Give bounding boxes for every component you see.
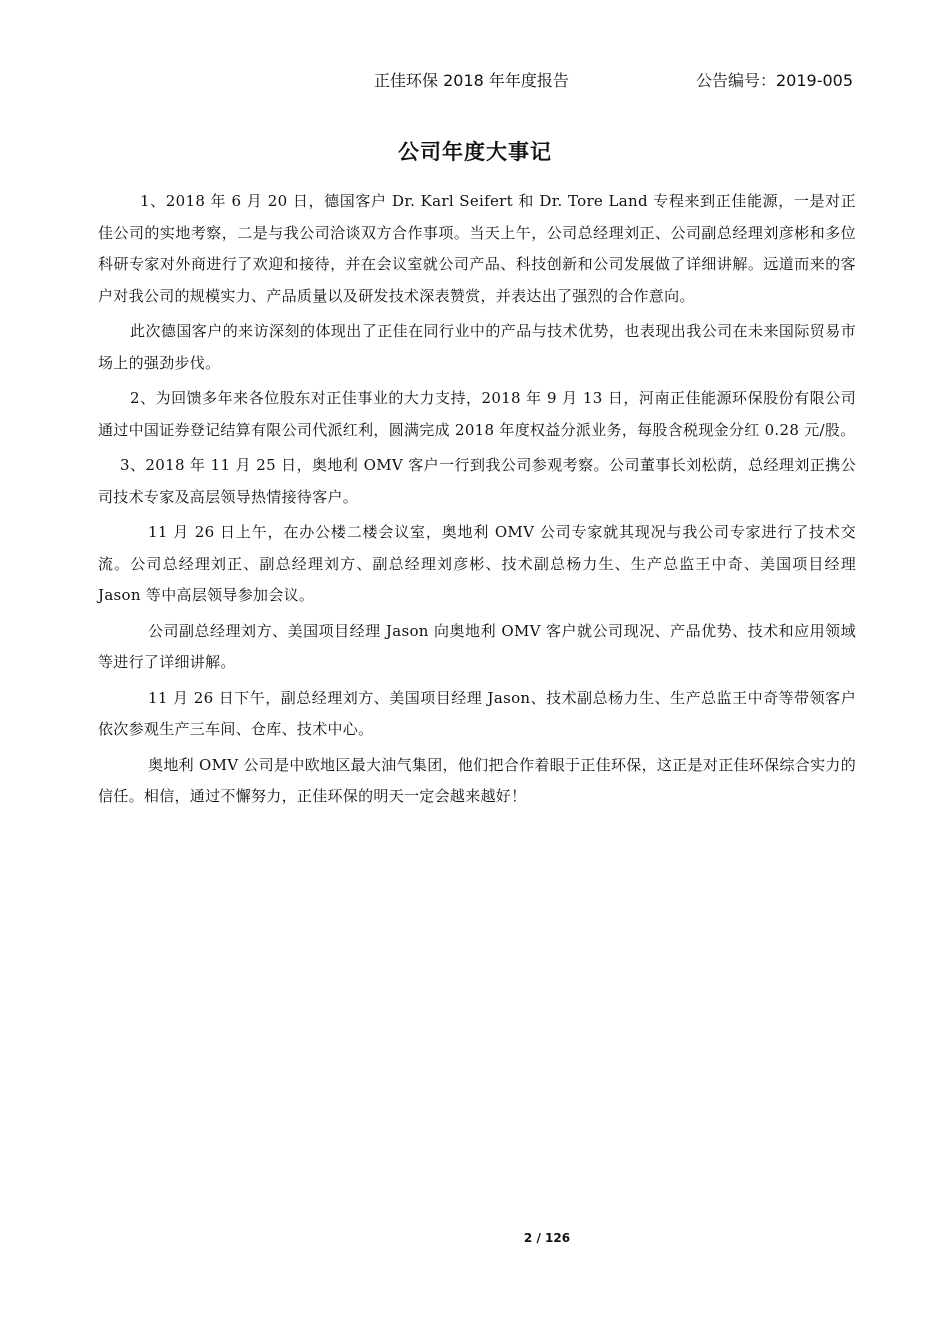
paragraph-dividend: 2、为回馈多年来各位股东对正佳事业的大力支持，2018 年 9 月 13 日，河南正佳能源环保股份有限公司通过中国证券登记结算有限公司代派红利，圆满完成 2018 年度权益分派业务，每股含税现金分红 0.28 元/股。: [98, 389, 856, 439]
paragraph-omv-conclusion: 奥地利 OMV 公司是中欧地区最大油气集团，他们把合作着眼于正佳环保，这正是对正佳环保综合实力的信任。相信，通过不懈努力，正佳环保的明天一定会越来越好！: [98, 755, 856, 805]
paragraph-german-visit-significance: 此次德国客户的来访深刻的体现出了正佳在同行业中的产品与技术优势，也表现出我公司在未来国际贸易市场上的强劲步伐。: [98, 322, 856, 372]
paragraph-omv-afternoon-tour: 11 月 26 日下午，副总经理刘方、美国项目经理 Jason、技术副总杨力生、生产总监王中奇等带领客户依次参观生产三车间、仓库、技术中心。: [98, 688, 856, 738]
announcement-number: 公告编号：2019-005: [696, 71, 854, 90]
document-body: [98, 186, 856, 817]
paragraph-omv-presentation: 公司副总经理刘方、美国项目经理 Jason 向奥地利 OMV 客户就公司现况、产品优势、技术和应用领域等进行了详细讲解。: [98, 621, 856, 671]
paragraph-omv-visit: 3、2018 年 11 月 25 日，奥地利 OMV 客户一行到我公司参观考察。公司董事长刘松荫，总经理刘正携公司技术专家及高层领导热情接待客户。: [98, 456, 856, 506]
page-title: 公司年度大事记: [398, 140, 552, 164]
report-title-header: 正佳环保 2018 年年度报告: [374, 71, 569, 90]
page-number: 2 / 126: [523, 1231, 571, 1245]
paragraph-omv-morning-meeting: 11 月 26 日上午，在办公楼二楼会议室，奥地利 OMV 公司专家就其现况与我公司专家进行了技术交流。公司总经理刘正、副总经理刘方、副总经理刘彦彬、技术副总杨力生、生产总监王中奇、美国项目经理 Jason 等中高层领导参加会议。: [98, 523, 856, 604]
paragraph-german-visit: 1、2018 年 6 月 20 日，德国客户 Dr. Karl Seifert 和 Dr. Tore Land 专程来到正佳能源，一是对正佳公司的实地考察，二是与我公司洽谈双方合作事项。当天上午，公司总经理刘正、公司副总经理刘彦彬和多位科研专家对外商进行了欢迎和接待，并在会议室就公司产品、科技创新和公司发展做了详细讲解。远道而来的客户对我公司的规模实力、产品质量以及研发技术深表赞赏，并表达出了强烈的合作意向。: [98, 192, 856, 305]
